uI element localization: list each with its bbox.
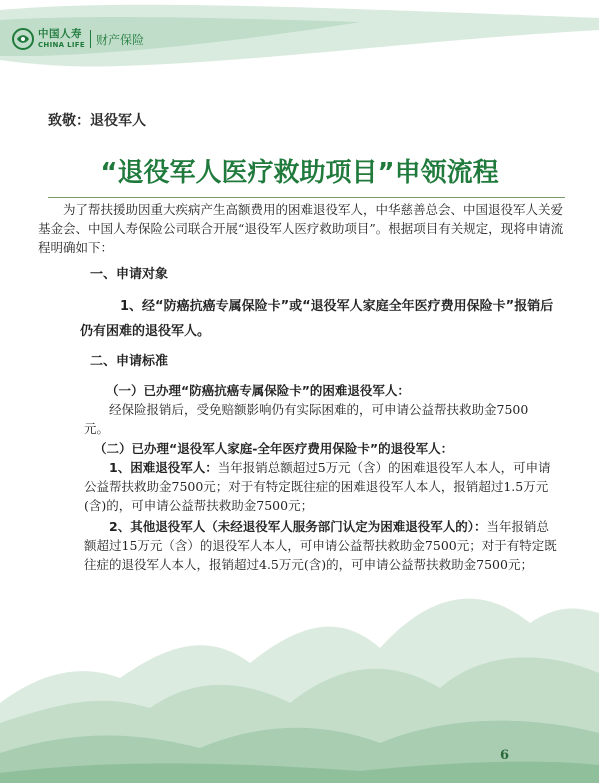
mountain-landscape-decoration [0,553,599,783]
criteria-item2-label: 2、其他退役军人（未经退役军人服务部门认定为困难退役军人的）： [109,519,487,534]
title-underline [48,197,565,198]
logo-english-name: CHINA LIFE [38,40,85,49]
page-number: 6 [500,748,510,763]
section-heading-criteria: 二、申请标准 [90,354,169,369]
criteria-sub1-heading: （一）已办理“防癌抗癌专属保险卡”的困难退役军人： [106,383,410,398]
criteria-item2 [38,517,565,574]
salutation: 致敬：退役军人 [48,113,146,129]
logo-divider [90,30,91,48]
section-heading-applicants: 一、申请对象 [90,267,169,282]
criteria-sub1-text: 经保险报销后，受免赔额影响仍有实际困难的，可申请公益帮扶救助金7500元。 [84,402,529,436]
criteria-sub2-heading: （二）已办理“退役军人家庭-全年医疗费用保险卡”的退役军人： [94,441,454,456]
intro-paragraph: 为了帮扶援助因重大疾病产生高额费用的困难退役军人，中华慈善总会、中国退役军人关爱基金会、中国人寿保险公司联合开展“退役军人医疗救助项目”。根据项目有关规定，现将申请流程明确如下： [38,202,564,255]
document-body [38,200,565,574]
logo-subtitle: 财产保险 [95,32,144,47]
criteria-item1 [38,458,565,515]
applicants-text: 1、经“防癌抗癌专属保险卡”或“退役军人家庭全年医疗费用保险卡”报销后仍有困难的退役军人。 [80,299,554,339]
criteria-item1-label: 1、困难退役军人： [109,460,218,475]
china-life-emblem-icon [12,28,34,50]
logo-chinese-name: 中国人寿 [38,28,82,41]
criteria-item1-text: 当年报销总额超过5万元（含）的困难退役军人本人，可申请公益帮扶救助金7500元；对于有特定既往症的困难退役军人本人，报销超过1.5万元(含)的，可申请公益帮扶救助金7500元； [84,460,551,513]
criteria-item2-text: 当年报销总额超过15万元（含）的退役军人本人，可申请公益帮扶救助金7500元；对于有特定既往症的退役军人本人，报销超过4.5万元(含)的，可申请公益帮扶救助金7500元； [84,519,557,572]
china-life-logo [12,28,144,50]
page-title: “退役军人医疗救助项目”申领流程 [100,158,499,188]
